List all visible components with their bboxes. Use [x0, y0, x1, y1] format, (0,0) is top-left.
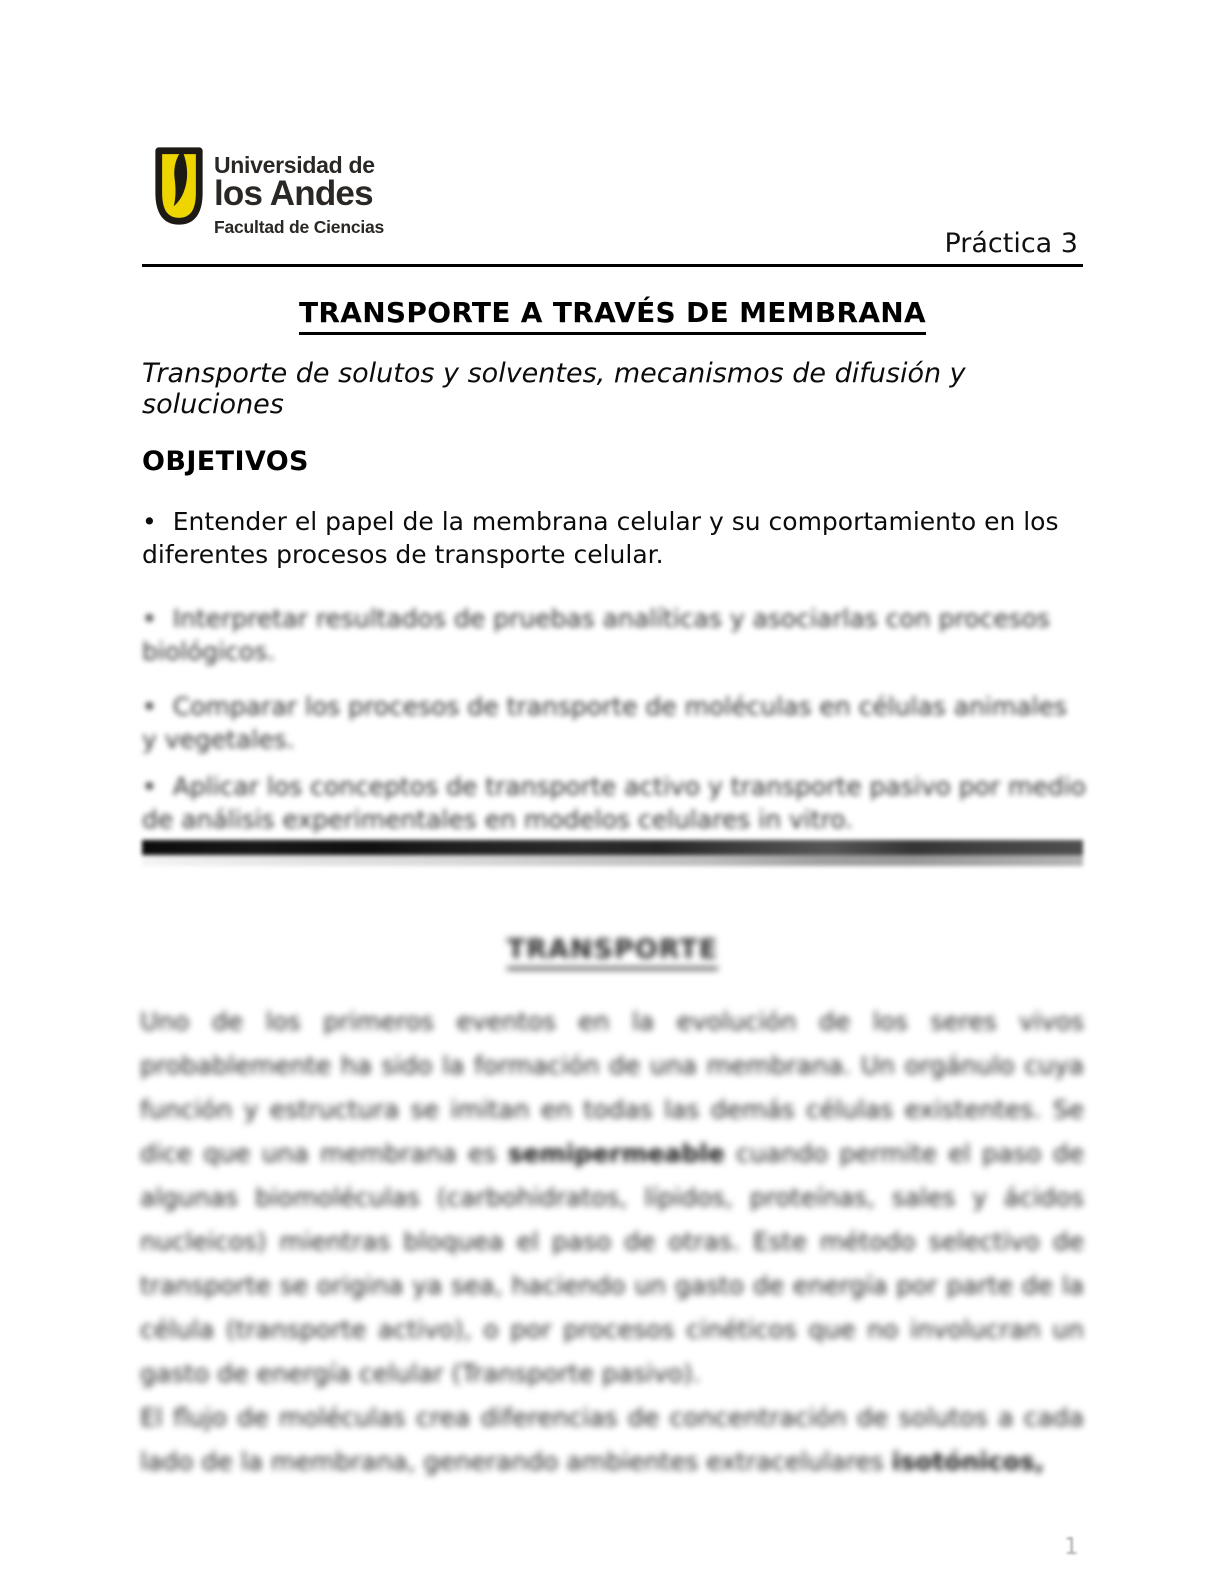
divider-light-band [142, 855, 1083, 866]
document-title [142, 296, 1083, 329]
logo-line-los-andes: los Andes [214, 174, 373, 213]
bullet-icon: • [142, 604, 157, 633]
body-paragraph [140, 1396, 1084, 1484]
bullet-icon: • [142, 507, 157, 536]
page-number: 1 [1064, 1534, 1079, 1560]
section-divider-bar [142, 840, 1083, 866]
section-heading-text: TRANSPORTE [507, 934, 718, 970]
bullet-icon: • [142, 772, 157, 801]
objective-item-blurred [142, 690, 1087, 756]
objective-item-blurred [142, 770, 1087, 836]
objective-item [142, 505, 1087, 571]
objective-text: Aplicar los conceptos de transporte activo y transporte pasivo por medio de análisis experimentales en modelos celulares in vitro. [142, 772, 1086, 834]
bullet-icon: • [142, 692, 157, 721]
header-rule [142, 264, 1083, 267]
objective-item-blurred [142, 602, 1087, 668]
paragraph-text: El flujo de moléculas crea diferencias de concentración de solutos a cada lado de la membrana, generando ambientes extracelulares [140, 1403, 1084, 1476]
section-heading [142, 934, 1083, 965]
objective-text: Interpretar resultados de pruebas analíticas y asociarlas con procesos biológicos. [142, 604, 1050, 666]
uniandes-shield-icon [155, 146, 203, 226]
practice-label: Práctica 3 [944, 228, 1078, 259]
objective-text: Entender el papel de la membrana celular y su comportamiento en los diferentes procesos de transporte celular. [142, 507, 1059, 569]
logo-line-universidad: Universidad de [214, 152, 375, 178]
divider-dark-band [142, 840, 1083, 855]
logo-line-facultad: Facultad de Ciencias [214, 217, 385, 237]
bold-term: semipermeable [507, 1139, 725, 1168]
paragraph-text: Uno de los primeros eventos en la evolución de los seres vivos probablemente ha sido la formación de una membrana. Un orgánulo cuya función y estructura se imitan en todas las demás células existentes. Se dice que una membrana es [140, 1007, 1084, 1168]
document-title-text: TRANSPORTE A TRAVÉS DE MEMBRANA [299, 296, 926, 335]
section-body [140, 1000, 1084, 1484]
body-paragraph [140, 1000, 1084, 1396]
objective-text: Comparar los procesos de transporte de moléculas en células animales y vegetales. [142, 692, 1067, 754]
document-subtitle: Transporte de solutos y solventes, mecanismos de difusión y soluciones [142, 358, 966, 420]
bold-term: isotónicos, [891, 1447, 1045, 1476]
paragraph-text: cuando permite el paso de algunas biomoléculas (carbohidratos, lípidos, proteínas, sales y ácidos nucleicos) mientras bloquea el paso de otras. Este método selectivo de transporte se origina ya sea, haciendo un gasto de energía por parte de la célula (transporte activo), o por procesos cinéticos que no involucran un gasto de energía celular (Transporte pasivo). [140, 1139, 1084, 1388]
university-logo [155, 146, 384, 238]
objectives-heading: OBJETIVOS [142, 446, 309, 477]
logo-wordmark [214, 146, 384, 238]
